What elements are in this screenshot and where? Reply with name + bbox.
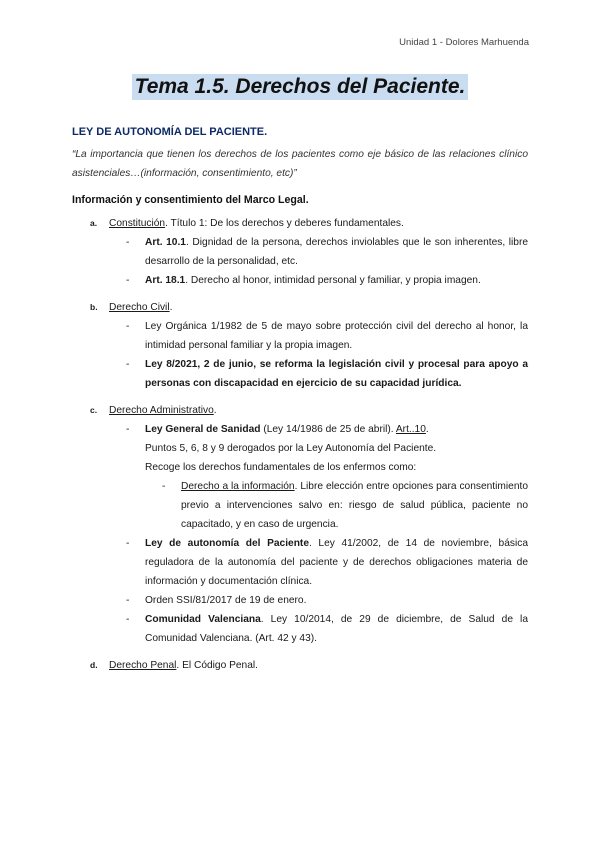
subheading: Información y consentimiento del Marco Legal. <box>72 194 309 206</box>
article-ref: Art..10 <box>395 424 426 435</box>
legal-list <box>72 214 528 675</box>
item-text: . Dignidad de la persona, derechos inviolables que le son inherentes, libre desarrollo de la personalidad, etc. <box>145 237 529 267</box>
item-bold: Art. 10.1 <box>145 237 186 248</box>
section-heading: LEY DE AUTONOMÍA DEL PACIENTE. <box>72 126 268 138</box>
list-marker: a. <box>90 218 98 228</box>
item-text: (Ley 14/1986 de 25 de abril). <box>260 424 396 435</box>
item-text: . <box>213 405 217 416</box>
item-title: Constitución <box>109 218 166 229</box>
list-marker: c. <box>90 405 98 415</box>
sublist-item <box>109 610 528 648</box>
title-wrap <box>0 74 600 100</box>
dash-marker: - <box>126 595 130 606</box>
item-line: Puntos 5, 6, 8 y 9 derogados por la Ley Autonomía del Paciente. <box>145 443 437 454</box>
nested-sublist <box>145 477 528 534</box>
item-text: . <box>169 302 173 313</box>
dash-marker: - <box>126 538 130 549</box>
sublist <box>109 317 528 393</box>
quote: “La importancia que tienen los derechos de los pacientes como eje básico de las relaciones clínico asistenciales…(información, consentimiento, etc)” <box>72 149 528 179</box>
item-bold: Comunidad Valenciana <box>145 614 261 625</box>
sublist-item <box>109 591 528 610</box>
item-text: . <box>425 424 429 435</box>
item-text: . Ley 10/2014, de 29 de diciembre, de Salud de la Comunidad Valenciana. (Art. 42 y 43). <box>145 614 528 644</box>
list-item-derecho-administrativo <box>72 401 528 648</box>
item-underlined: Derecho a la información <box>181 481 295 492</box>
sublist-item <box>109 355 528 393</box>
sublist-item <box>109 420 528 534</box>
sublist-item <box>109 534 528 591</box>
item-text: Orden SSI/81/2017 de 19 de enero. <box>145 595 307 606</box>
item-bold: Ley General de Sanidad <box>145 424 261 435</box>
dash-marker: - <box>126 359 130 370</box>
document-body <box>72 123 528 683</box>
item-bold: Art. 18.1 <box>145 275 186 286</box>
list-item-derecho-penal <box>72 656 528 675</box>
item-line: Recoge los derechos fundamentales de los enfermos como: <box>145 462 417 473</box>
page-title: Tema 1.5. Derechos del Paciente. <box>132 74 469 100</box>
item-title: Derecho Administrativo <box>109 405 214 416</box>
list-item-derecho-civil <box>72 298 528 393</box>
sublist-item <box>109 271 528 290</box>
dash-marker: - <box>162 481 166 492</box>
dash-marker: - <box>126 424 130 435</box>
item-title: Derecho Penal <box>109 660 177 671</box>
dash-marker: - <box>126 237 130 248</box>
nested-sublist-item <box>145 477 528 534</box>
item-bold: Ley 8/2021, 2 de junio, se reforma la legislación civil y procesal para apoyo a personas con discapacidad en ejercicio de su capacidad jurídica. <box>145 359 528 389</box>
page-header: Unidad 1 - Dolores Marhuenda <box>399 37 529 48</box>
sublist <box>109 420 528 648</box>
list-item-constitucion <box>72 214 528 290</box>
item-bold: Ley de autonomía del Paciente <box>145 538 309 549</box>
item-text: . Ley 41/2002, de 14 de noviembre, básica reguladora de la autonomía del paciente y de derechos obligaciones materia de información y documentación clínica. <box>145 538 528 587</box>
item-text: . El Código Penal. <box>176 660 258 671</box>
item-text: . Título 1: De los derechos y deberes fundamentales. <box>165 218 404 229</box>
item-text: . Libre elección entre opciones para consentimiento previo a intervenciones salvo en: riesgo de salud pública, paciente no capacitado, y en caso de urgencia. <box>181 481 528 530</box>
item-title: Derecho Civil <box>109 302 170 313</box>
dash-marker: - <box>126 614 130 625</box>
sublist-item <box>109 317 528 355</box>
item-text: Ley Orgánica 1/1982 de 5 de mayo sobre protección civil del derecho al honor, la intimidad personal familiar y la propia imagen. <box>145 321 528 351</box>
sublist <box>109 233 528 290</box>
item-text: . Derecho al honor, intimidad personal y familiar, y propia imagen. <box>185 275 481 286</box>
list-marker: b. <box>90 302 98 312</box>
dash-marker: - <box>126 321 130 332</box>
dash-marker: - <box>126 275 130 286</box>
list-marker: d. <box>90 660 98 670</box>
sublist-item <box>109 233 528 271</box>
